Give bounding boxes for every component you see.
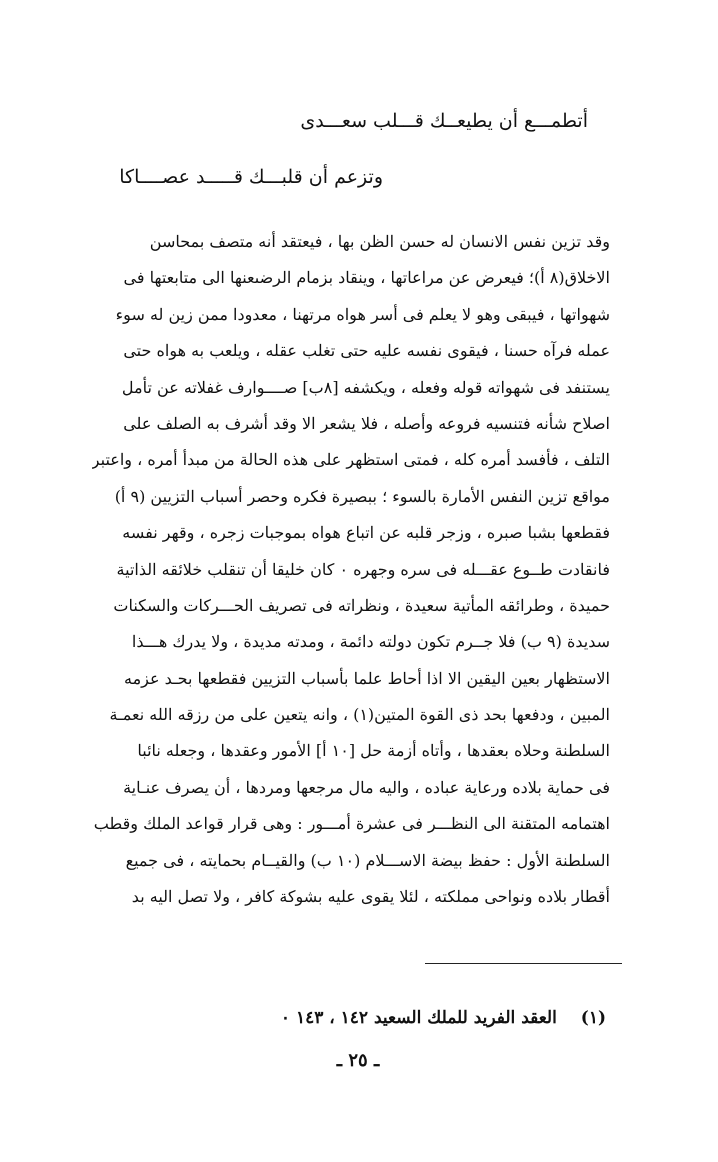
text-line: فقطعها بشبا صبره ، وزجر قلبه عن اتباع هواه بموجبات زجره ، وقهر نفسه <box>122 523 610 543</box>
text-line: شهواتها ، فيبقى وهو لا يعلم فى أسر هواه مرتهنا ، معدودا ممن زين له سوء <box>115 304 610 324</box>
poem-verse-1: أتطمـــع أن يطيعــك قـــلب سعـــدى <box>300 110 588 132</box>
text-line: مواقع تزين النفس الأمارة بالسوء ؛ ببصيرة فكره وحصر أسباب التزيين (٩ أ) <box>114 486 610 506</box>
text-line: حميدة ، وطرائقه المأتية سعيدة ، ونظراته فى تصريف الحـــركات والسكنات <box>113 595 610 615</box>
footnote-divider <box>425 963 622 964</box>
text-line: التلف ، فأفسد أمره كله ، فمتى استظهر على هذه الحالة من مبدأ أمره ، واعتبر <box>92 450 610 470</box>
text-line: السلطنة الأول : حفظ بيضة الاســـلام (١٠ ب) والقيــام بحمايته ، فى جميع <box>125 850 610 870</box>
footnote-text: العقد الفريد للملك السعيد ١٤٢ ، ١٤٣ ٠ <box>280 1008 557 1028</box>
text-line: الاستظهار بعين اليقين الا اذا أحاط علما بأسباب التزيين فقطعها بحـد عزمه <box>123 668 610 688</box>
text-line: السلطنة وحلاه بعقدها ، وأتاه أزمة حل [١٠ أ] الأمور وعقدها ، وجعله نائبا <box>137 741 610 761</box>
text-line: وقد تزين نفس الانسان له حسن الظن بها ، فيعتقد أنه متصف بمحاسن <box>149 232 610 251</box>
text-line: الاخلاق(٨ أ)؛ فيعرض عن مراعاتها ، وينقاد بزمام الرضىعنها الى متابعتها فى <box>123 268 610 288</box>
page-number: ـ ٢٥ ـ <box>336 1050 380 1071</box>
footnote <box>281 1008 606 1028</box>
text-line: فانقادت طــوع عقـــله فى سره وجهره ٠ كان خليقا أن تنقلب خلائقه الذاتية <box>116 559 610 579</box>
text-line: اصلاح شأنه فتنسيه فروعه وأصله ، فلا يشعر الا وقد أشرف به الصلف على <box>123 413 610 433</box>
text-line: سديدة (٩ ب) فلا جــرم تكون دولته دائمة ، ومدته مديدة ، ولا يدرك هـــذا <box>131 632 610 652</box>
text-line: اهتمامه المتقنة الى النظـــر فى عشرة أمـــور : وهى قرار قواعد الملك وقطب <box>93 814 610 834</box>
text-line: يستنفد فى شهواته قوله وفعله ، ويكشفه [٨ب] صــــوارف غفلاته عن تأمل <box>121 377 610 397</box>
text-line: أقطار بلاده ونواحى مملكته ، لئلا يقوى عليه بشوكة كافر ، ولا تصل اليه بد <box>131 887 610 907</box>
poem-verse-2: وتزعم أن قلبـــك قـــــد عصــــاكا <box>119 166 383 188</box>
text-line: عمله فرآه حسنا ، فيقوى نفسه عليه حتى تغلب عقله ، ويلعب به هواه حتى <box>123 341 610 361</box>
text-line: فى حماية بلاده ورعاية عباده ، واليه مال مرجعها ومردها ، أن يصرف عنـاية <box>123 777 610 797</box>
body-text <box>92 224 610 915</box>
footnote-marker: (١) <box>580 1008 606 1028</box>
text-line: المبين ، ودفعها بحد ذى القوة المتين(١) ، وانه يتعين على من رزقه الله نعمـة <box>109 705 610 725</box>
